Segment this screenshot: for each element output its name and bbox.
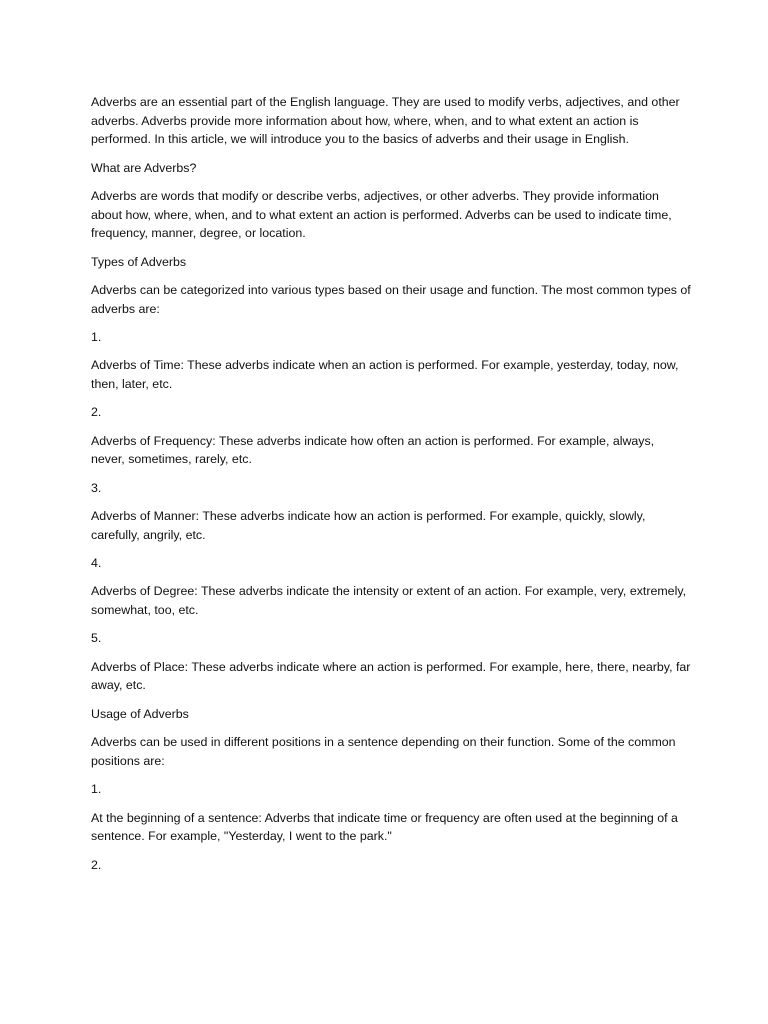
heading-what-are-adverbs: What are Adverbs? bbox=[91, 160, 197, 175]
list-number: 4. bbox=[91, 556, 102, 571]
types-intro-paragraph: Adverbs can be categorized into various types based on their usage and function. The most common types of adverbs are: bbox=[91, 282, 691, 316]
list-item-degree: Adverbs of Degree: These adverbs indicate the intensity or extent of an action. For example, very, extremely, somewhat, too, etc. bbox=[91, 584, 687, 618]
list-number: 2. bbox=[91, 405, 102, 420]
heading-usage-of-adverbs: Usage of Adverbs bbox=[91, 706, 189, 721]
list-item-manner: Adverbs of Manner: These adverbs indicate how an action is performed. For example, quickly, slowly, carefully, angrily, etc. bbox=[91, 509, 646, 542]
document-page bbox=[91, 93, 691, 884]
list-item-beginning-of-sentence: At the beginning of a sentence: Adverbs that indicate time or frequency are often used at the beginning of a sentence. For example, "Yesterday, I went to the park." bbox=[91, 810, 678, 844]
list-number: 2. bbox=[91, 857, 102, 872]
list-number: 5. bbox=[91, 631, 102, 646]
definition-paragraph: Adverbs are words that modify or describe verbs, adjectives, or other adverbs. They provide information about how, where, when, and to what extent an action is performed. Adverbs can be used to indicate time, frequency, manner, degree, or location. bbox=[91, 188, 672, 241]
heading-types-of-adverbs: Types of Adverbs bbox=[91, 254, 187, 269]
list-number: 1. bbox=[91, 782, 102, 797]
list-item-time: Adverbs of Time: These adverbs indicate when an action is performed. For example, yesterday, today, now, then, later, etc. bbox=[91, 358, 679, 391]
list-item-frequency: Adverbs of Frequency: These adverbs indicate how often an action is performed. For example, always, never, sometimes, rarely, etc. bbox=[91, 433, 655, 467]
list-number: 1. bbox=[91, 329, 102, 344]
usage-intro-paragraph: Adverbs can be used in different positions in a sentence depending on their function. Some of the common positions are: bbox=[91, 735, 676, 768]
intro-paragraph: Adverbs are an essential part of the English language. They are used to modify verbs, adjectives, and other adverbs. Adverbs provide more information about how, where, when, and to what extent an action is performed. In this article, we will introduce you to the basics of adverbs and their usage in English. bbox=[91, 95, 680, 147]
list-number: 3. bbox=[91, 480, 102, 495]
list-item-place: Adverbs of Place: These adverbs indicate where an action is performed. For example, here, there, nearby, far away, etc. bbox=[91, 659, 691, 693]
